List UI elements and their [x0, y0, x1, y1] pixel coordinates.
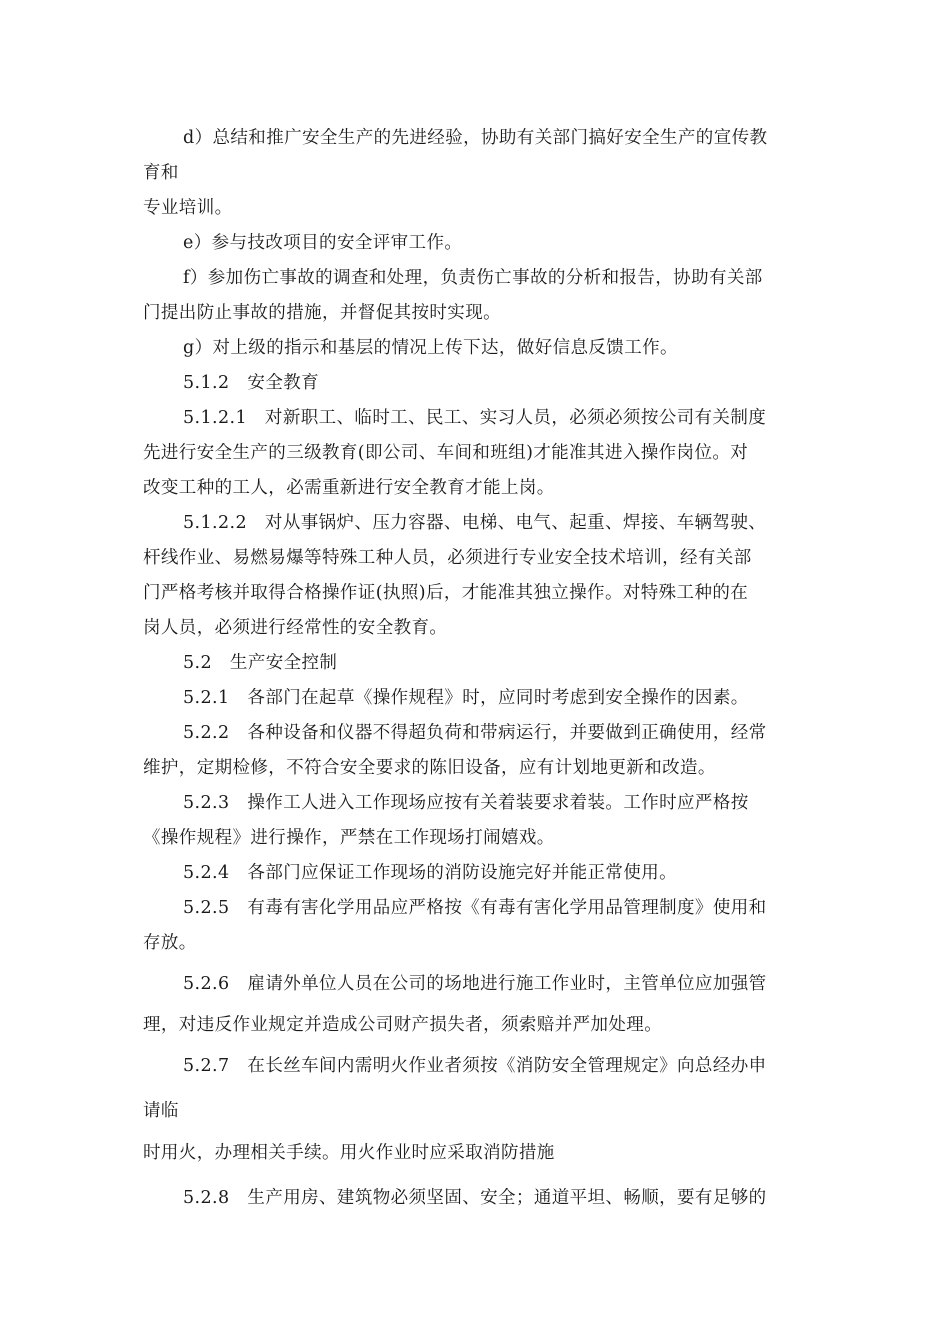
- paragraph-5-2-6-line-2: 理，对违反作业规定并造成公司财产损失者，须索赔并严加处理。: [143, 1015, 663, 1035]
- paragraph-d-line-3: 专业培训。: [143, 198, 233, 218]
- paragraph-d-line-1: d）总结和推广安全生产的先进经验，协助有关部门搞好安全生产的宣传教: [183, 128, 768, 148]
- paragraph-5-2-5-line-1: 5.2.5 有毒有害化学用品应严格按《有毒有害化学用品管理制度》使用和: [183, 898, 767, 918]
- paragraph-g: g）对上级的指示和基层的情况上传下达，做好信息反馈工作。: [183, 338, 678, 358]
- paragraph-5-2-7-line-1: 5.2.7 在长丝车间内需明火作业者须按《消防安全管理规定》向总经办申: [183, 1056, 767, 1076]
- paragraph-5-2-1: 5.2.1 各部门在起草《操作规程》时，应同时考虑到安全操作的因素。: [183, 688, 749, 708]
- paragraph-5-2-5-line-2: 存放。: [143, 933, 197, 953]
- paragraph-5-2-4: 5.2.4 各部门应保证工作现场的消防设施完好并能正常使用。: [183, 863, 678, 883]
- section-heading-5-1-2: 5.1.2 安全教育: [183, 373, 320, 393]
- paragraph-5-1-2-2-line-3: 门严格考核并取得合格操作证(执照)后，才能准其独立操作。对特殊工种的在: [143, 583, 749, 603]
- paragraph-e: e）参与技改项目的安全评审工作。: [183, 233, 463, 253]
- paragraph-5-2-7-line-3: 时用火，办理相关手续。用火作业时应采取消防措施: [143, 1143, 555, 1163]
- paragraph-5-1-2-2-line-2: 杆线作业、易燃易爆等特殊工种人员，必须进行专业安全技术培训，经有关部: [143, 548, 752, 568]
- paragraph-5-1-2-1-line-3: 改变工种的工人，必需重新进行安全教育才能上岗。: [143, 478, 555, 498]
- paragraph-5-2-3-line-2: 《操作规程》进行操作，严禁在工作现场打闹嬉戏。: [143, 828, 555, 848]
- paragraph-5-2-6-line-1: 5.2.6 雇请外单位人员在公司的场地进行施工作业时，主管单位应加强管: [183, 974, 767, 994]
- section-heading-5-2: 5.2 生产安全控制: [183, 653, 338, 673]
- paragraph-5-2-7-line-2: 请临: [143, 1101, 179, 1121]
- paragraph-5-2-3-line-1: 5.2.3 操作工人进入工作现场应按有关着装要求着装。工作时应严格按: [183, 793, 749, 813]
- paragraph-d-line-2: 育和: [143, 163, 179, 183]
- paragraph-f-line-2: 门提出防止事故的措施，并督促其按时实现。: [143, 303, 501, 323]
- paragraph-5-1-2-2-line-4: 岗人员，必须进行经常性的安全教育。: [143, 618, 448, 638]
- paragraph-5-2-8-line-1: 5.2.8 生产用房、建筑物必须坚固、安全；通道平坦、畅顺，要有足够的: [183, 1188, 767, 1208]
- paragraph-f-line-1: f）参加伤亡事故的调查和处理，负责伤亡事故的分析和报告，协助有关部: [183, 268, 763, 288]
- paragraph-5-2-2-line-2: 维护，定期检修，不符合安全要求的陈旧设备，应有计划地更新和改造。: [143, 758, 716, 778]
- paragraph-5-2-2-line-1: 5.2.2 各种设备和仪器不得超负荷和带病运行，并要做到正确使用，经常: [183, 723, 767, 743]
- paragraph-5-1-2-1-line-1: 5.1.2.1 对新职工、临时工、民工、实习人员，必须必须按公司有关制度: [183, 408, 767, 428]
- paragraph-5-1-2-2-line-1: 5.1.2.2 对从事锅炉、压力容器、电梯、电气、起重、焊接、车辆驾驶、: [183, 513, 767, 533]
- paragraph-5-1-2-1-line-2: 先进行安全生产的三级教育(即公司、车间和班组)才能准其进入操作岗位。对: [143, 443, 749, 463]
